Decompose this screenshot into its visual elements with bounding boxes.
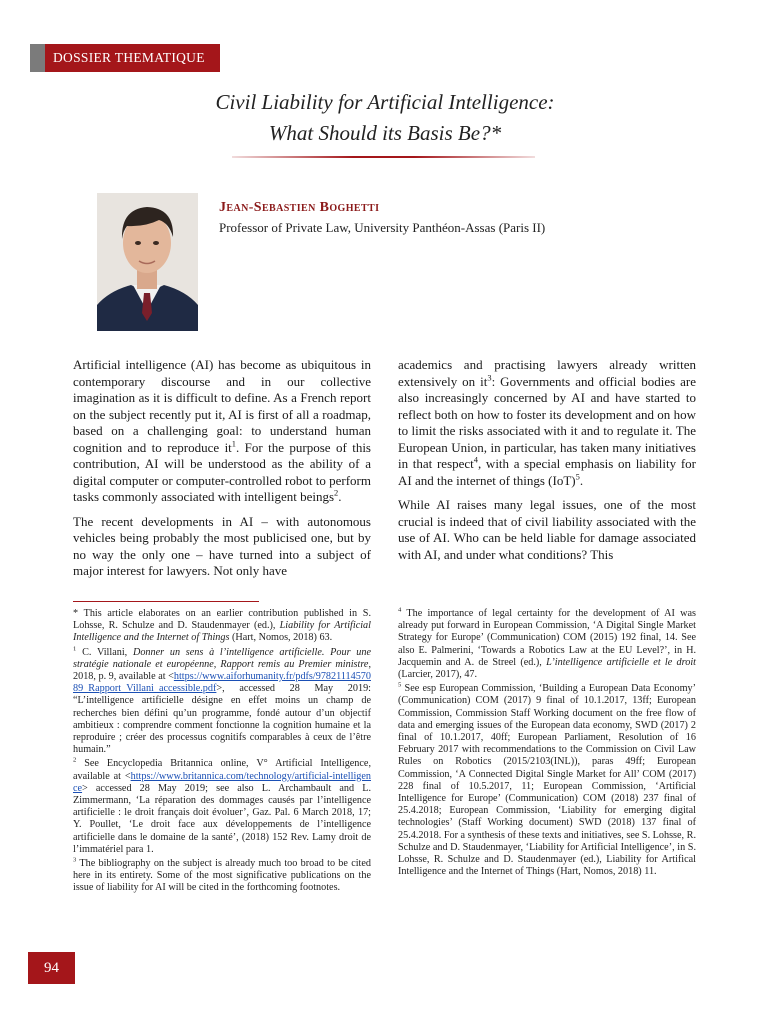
- body-column-right: [398, 357, 696, 571]
- title-line-2: What Should its Basis Be?*: [268, 121, 502, 145]
- footnote-divider: [73, 601, 259, 602]
- footnote-2: $^2$ See Encyclopedia Britannica online, V° Artificial Intelligence, available at <https://www.britannica.com/technology/artificial-intelligence> accessed 28 May 2019; see also L. Archambault and L. Zimmermann, ‘La réparation des dommages causés par l’intelligence artificielle : le droit français doit évoluer’, Gaz. Pal. 6 March 2018, 17; Y. Poullet, ‘Le droit face aux développements de l’intelligence artificielle dans le domaine de la santé’, (2018) 152 Rev. Lamy droit de l’immatériel para 1.: [73, 757, 371, 855]
- author-portrait-icon: [97, 193, 198, 331]
- section-label: DOSSIER THEMATIQUE: [53, 50, 205, 65]
- author-affiliation: Professor of Private Law, University Panthéon-Assas (Paris II): [219, 220, 546, 235]
- author-name: Jean-Sebastien Boghetti: [219, 200, 380, 215]
- footnote-5: $^5$ See esp European Commission, ‘Building a European Data Economy’ (Communication) COM (2017) 9 final of 10.1.2017, 13ff; European Commission, Commission Staff Working document on the free flow of data and emerging issues of the European data economy, SWD (2017) 2 final of 10.1.2017, 40ff; European Parliament, Resolution of 16 February 2017 with recommendations to the Commission on Civil Law Rules on Robotics (2015/2103(INL)), paras 49ff; European Commission, ‘A Connected Digital Single Market for All’ COM (2017) 228 final of 10.5.2017, 11; European Commission, ‘Artificial Intelligence for Europe’ (Communication) COM (2018) 237 final of 25.4.2018; European Commission, ‘Liability for emerging digital technologies’ (Staff Working document) SWD (2018) 137 final of 25.4.2018. For a synthesis of these texts and initiatives, see S. Lohsse, R. Schulze and D. Staudenmayer, ‘Liability for Artificial Intelligence’, in S. Lohsse, R. Schulze and D. Staudenmayer (ed.), Liability for Artifical Intelligence and the Internet of Things (Hart, Nomos, 2018) 11.: [398, 681, 696, 878]
- footnote-1: $^1$ C. Villani, Donner un sens à l’intelligence artificielle. Pour une stratégie nationale et européenne, Rapport remis au Premier ministre, 2018, p. 9, available at <https://www.aiforhumanity.fr/pdfs/9782111457089_Rapport_Villani_accessible.pdf>, accessed 28 May 2019: “L’intelligence artificielle désigne en effet moins un champ de recherches bien défini qu’un programme, fondé autour d’un objectif ambitieux : comprendre comment fonctionne la cognition humaine et la reproduire ; créer des processus cognitifs comparables à ceux de l’être humain.”: [73, 645, 372, 756]
- article-title: [100, 87, 670, 149]
- footnote-star: * This article elaborates on an earlier contribution published in S. Lohsse, R. Schulze and D. Staudenmayer (ed.), Liability for Artificial Intelligence and the Internet of Things (Hart, Nomos, 2018) 63.: [73, 608, 371, 644]
- title-line-1: Civil Liability for Artificial Intelligence:: [215, 90, 555, 114]
- footnote-1-link[interactable]: https://www.aiforhumanity.fr/pdfs/9782111457089_Rapport_Villani_accessible.pdf: [73, 671, 371, 695]
- footnote-2-link[interactable]: https://www.britannica.com/technology/artificial-intelligence: [73, 770, 371, 794]
- body-paragraph: While AI raises many legal issues, one of the most crucial is indeed that of civil liability associated with the use of AI. Who can be held liable for damage associated with AI, and under what conditions? This: [398, 497, 696, 562]
- body-column-left: [73, 357, 371, 588]
- body-paragraph: Artificial intelligence (AI) has become as ubiquitous in contemporary discourse and in our collective imagination as it is difficult to define. As a French report on the subject recently put it, AI is first of all a roadmap, based on a challenging goal: to understand human cognition and to reproduce $it^1$. For the purpose of this contribution, AI will be understood as the ability of a digital computer or computer-controlled robot to perform tasks commonly associated with intelligent beings$^2$.: [73, 357, 371, 504]
- footnotes-left: [73, 608, 371, 897]
- page-number: 94: [28, 952, 75, 984]
- footnote-4: $^4$ The importance of legal certainty for the development of AI was already put forward in European Commission, ‘A Digital Single Market Strategy for Europe’ (Communication) COM (2015) 192 final, 14. See also E. Palmerini, ‘Towards a Robotics Law at the EU Level?’, in H. Jacquemin and A. de Streel (ed.), L’intelligence artificielle et le droit (Larcier, 2017), 47.: [398, 606, 696, 681]
- body-paragraph: The recent developments in AI – with autonomous vehicles being probably the most publicised one, but by no way the only one – have turned into a subject of major interest for lawyers. Not only have: [73, 513, 371, 578]
- footnote-3: $^3$ The bibliography on the subject is already much too broad to be cited here in its entirety. Some of the most significative publications on the issue of liability for AI will be cited in the forthcoming footnotes.: [73, 856, 371, 894]
- title-divider: [232, 156, 535, 158]
- banner-edge: [30, 44, 45, 72]
- footnotes-right: [398, 608, 696, 880]
- section-banner: [30, 44, 220, 72]
- body-paragraph: academics and practising lawyers already written extensively on $it^3$: Governments and official bodies are also increasingly concerned by AI and have started to reflect both on how to foster its development and on how to limit the risks associated with it and to regulate it. The European Union, in particular, has taken many initiatives in that respect$^4$, with a special emphasis on liability for AI and the internet of things (IoT)$^5$.: [398, 357, 696, 488]
- author-photo: [97, 193, 198, 331]
